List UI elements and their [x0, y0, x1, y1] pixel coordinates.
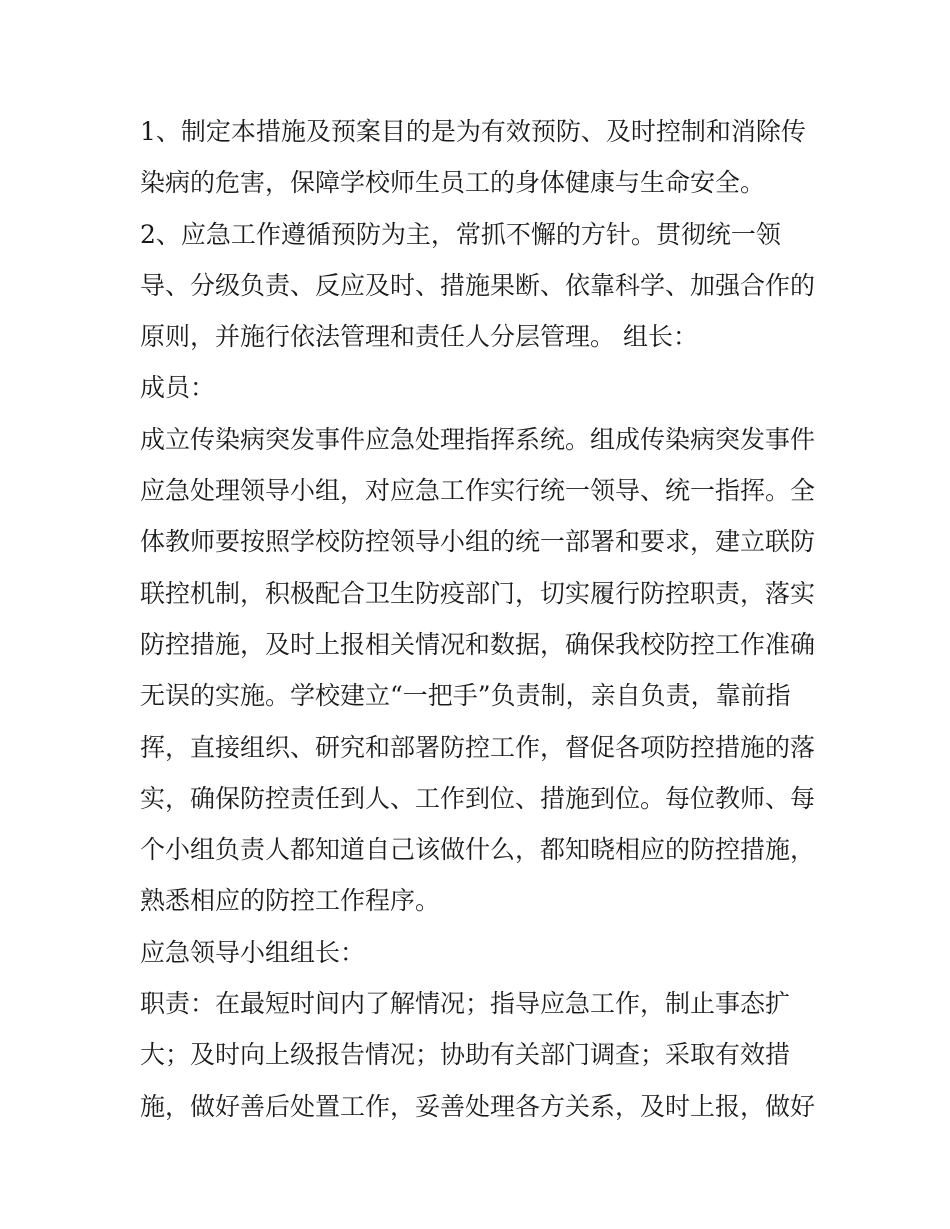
text-line: 职责：在最短时间内了解情况；指导应急工作，制止事态扩 [140, 989, 791, 1019]
text-line: 导、分级负责、反应及时、措施果断、依靠科学、加强合作的 [140, 270, 816, 300]
text-line: 挥，直接组织、研究和部署防控工作，督促各项防控措施的落 [140, 732, 816, 762]
text-line: 大；及时向上级报告情况；协助有关部门调查；采取有效措 [140, 1040, 791, 1070]
text-line: 体教师要按照学校防控领导小组的统一部署和要求，建立联防 [140, 527, 816, 557]
text-line: 2、应急工作遵循预防为主，常抓不懈的方针。贯彻统一领 [140, 219, 781, 249]
text-line: 应急领导小组组长： [140, 937, 366, 967]
text-line: 应急处理领导小组，对应急工作实行统一领导、统一指挥。全 [140, 476, 816, 506]
text-line: 实，确保防控责任到人、工作到位、措施到位。每位教师、每 [140, 783, 816, 813]
document-body [140, 106, 830, 1132]
text-line: 成员： [140, 373, 216, 403]
text-line: 个小组负责人都知道自己该做什么，都知晓相应的防控措施， [140, 835, 816, 865]
text-line: 1、制定本措施及预案目的是为有效预防、及时控制和消除传 [140, 117, 806, 146]
text-line: 熟悉相应的防控工作程序。 [140, 886, 441, 916]
text-line: 成立传染病突发事件应急处理指挥系统。组成传染病突发事件 [140, 424, 816, 454]
text-line: 防控措施，及时上报相关情况和数据，确保我校防控工作准确 [140, 629, 816, 659]
text-line: 施，做好善后处置工作，妥善处理各方关系，及时上报，做好 [140, 1091, 816, 1121]
text-line: 无误的实施。学校建立“一把手”负责制，亲自负责，靠前指 [140, 681, 791, 711]
text-line: 联控机制，积极配合卫生防疫部门，切实履行防控职责，落实 [140, 578, 816, 608]
text-line: 原则，并施行依法管理和责任人分层管理。 组长： [140, 322, 698, 352]
text-line: 染病的危害，保障学校师生员工的身体健康与生命安全。 [140, 168, 766, 198]
